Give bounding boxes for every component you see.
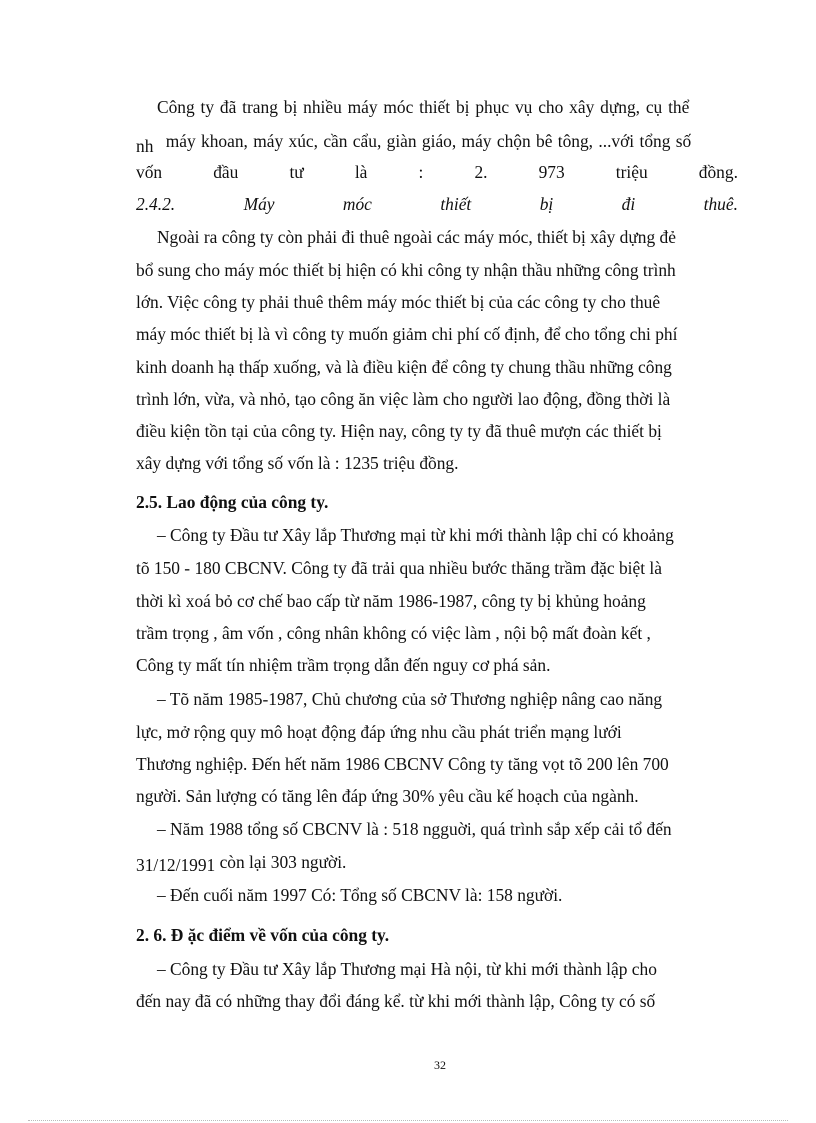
paragraph-3-line-1: – Công ty Đầu tư Xây lắp Thương mại từ khi mới thành lập chỉ có khoảng: [157, 525, 674, 545]
word: tư: [289, 162, 304, 182]
paragraph-6-line-1: – Đến cuối năm 1997 Có: Tổng số CBCNV là: 158 người.: [157, 885, 563, 905]
paragraph-2-line-8: xây dựng với tổng số vốn là : 1235 triệu đồng.: [136, 453, 459, 473]
paragraph-2-line-6: trình lớn, vừa, và nhỏ, tạo công ăn việc làm cho người lao động, đồng thời là: [136, 389, 671, 409]
paragraph-4-line-4: người. Sản lượng có tăng lên đáp ứng 30% yêu cầu kế hoạch của ngành.: [136, 786, 639, 806]
page-number: 32: [434, 1058, 446, 1072]
paragraph-1-line-1: [157, 96, 738, 118]
paragraph-2-line-3: lớn. Việc công ty phải thuê thêm máy móc thiết bị của các công ty cho thuê: [136, 292, 661, 312]
word: là: [354, 162, 368, 182]
paragraph-7-line-1: – Công ty Đầu tư Xây lắp Thương mại Hà nội, từ khi mới thành lập cho: [157, 959, 657, 979]
paragraph-4-line-1: – Tõ năm 1985-1987, Chủ chương của sở Thương nghiệp nâng cao năng: [157, 689, 663, 709]
paragraph-3-line-3: thời kì xoá bỏ cơ chế bao cấp từ năm 1986-1987, công ty bị khủng hoảng: [136, 591, 646, 611]
paragraph-3-line-4: trầm trọng , âm vốn , công nhân không có việc làm , nội bộ mất đoàn kết ,: [136, 623, 651, 643]
paragraph-2-line-4: máy móc thiết bị là vì công ty muốn giảm chi phí cố định, để cho tổng chi phí: [136, 324, 678, 344]
word: 973: [538, 162, 565, 182]
text: Công ty đã trang bị nhiều máy móc thiết bị phục vụ cho xây dựng, cụ thể: [157, 97, 690, 117]
word: bị: [539, 194, 554, 214]
word: đồng.: [698, 162, 738, 182]
paragraph-1-line-2: [136, 130, 738, 156]
paragraph-4-line-3: Thương nghiệp. Đến hết năm 1986 CBCNV Công ty tăng vọt tõ 200 lên 700: [136, 754, 669, 774]
text-prefix: nh: [136, 136, 154, 156]
date-text: 31/12/1991: [136, 855, 216, 875]
word: đi: [621, 194, 636, 214]
word: vốn: [136, 162, 163, 182]
text: máy khoan, máy xúc, cần cẩu, giàn giáo, máy chộn bê tông, ...với tổng số: [165, 131, 692, 151]
paragraph-3-line-5: Công ty mất tín nhiệm trầm trọng dẫn đến nguy cơ phá sản.: [136, 655, 551, 675]
heading-2-5: 2.5. Lao động của công ty.: [136, 492, 329, 512]
paragraph-2-line-1: Ngoài ra công ty còn phải đi thuê ngoài các máy móc, thiết bị xây dựng đẻ: [157, 227, 676, 247]
paragraph-1-line-3: [136, 161, 738, 183]
page-bottom-rule: [28, 1120, 788, 1121]
paragraph-2-line-7: điều kiện tồn tại của công ty. Hiện nay, công ty ty đã thuê mượn các thiết bị: [136, 421, 662, 441]
word: 2.: [474, 162, 488, 182]
paragraph-5-line-1: – Năm 1988 tổng số CBCNV là : 518 ngguời, quá trình sắp xếp cải tổ đến: [157, 819, 672, 839]
paragraph-5-line-2: [136, 851, 738, 873]
word: triệu: [615, 162, 648, 182]
heading-2-6: 2. 6. Đ ặc điểm về vốn của công ty.: [136, 925, 390, 945]
paragraph-7-line-2: đến nay đã có những thay đổi đáng kể. từ khi mới thành lập, Công ty có số: [136, 991, 656, 1011]
word: :: [418, 162, 424, 182]
text: còn lại 303 người.: [215, 852, 347, 872]
word: thiết: [440, 194, 472, 214]
section-2-4-2-title: [136, 193, 738, 215]
paragraph-2-line-5: kinh doanh hạ thấp xuống, và là điều kiện để công ty chung thầu những công: [136, 357, 672, 377]
word: đầu: [213, 162, 239, 182]
word: Máy: [243, 194, 275, 214]
word: thuê.: [703, 194, 738, 214]
paragraph-2-line-2: bổ sung cho máy móc thiết bị hiện có khi công ty nhận thầu những công trình: [136, 260, 676, 280]
paragraph-4-line-2: lực, mở rộng quy mô hoạt động đáp ứng nhu cầu phát triển mạng lưới: [136, 722, 622, 742]
word: 2.4.2.: [136, 194, 176, 214]
word: móc: [342, 194, 372, 214]
paragraph-3-line-2: tõ 150 - 180 CBCNV. Công ty đã trải qua nhiều bước thăng trầm đặc biệt là: [136, 558, 662, 578]
